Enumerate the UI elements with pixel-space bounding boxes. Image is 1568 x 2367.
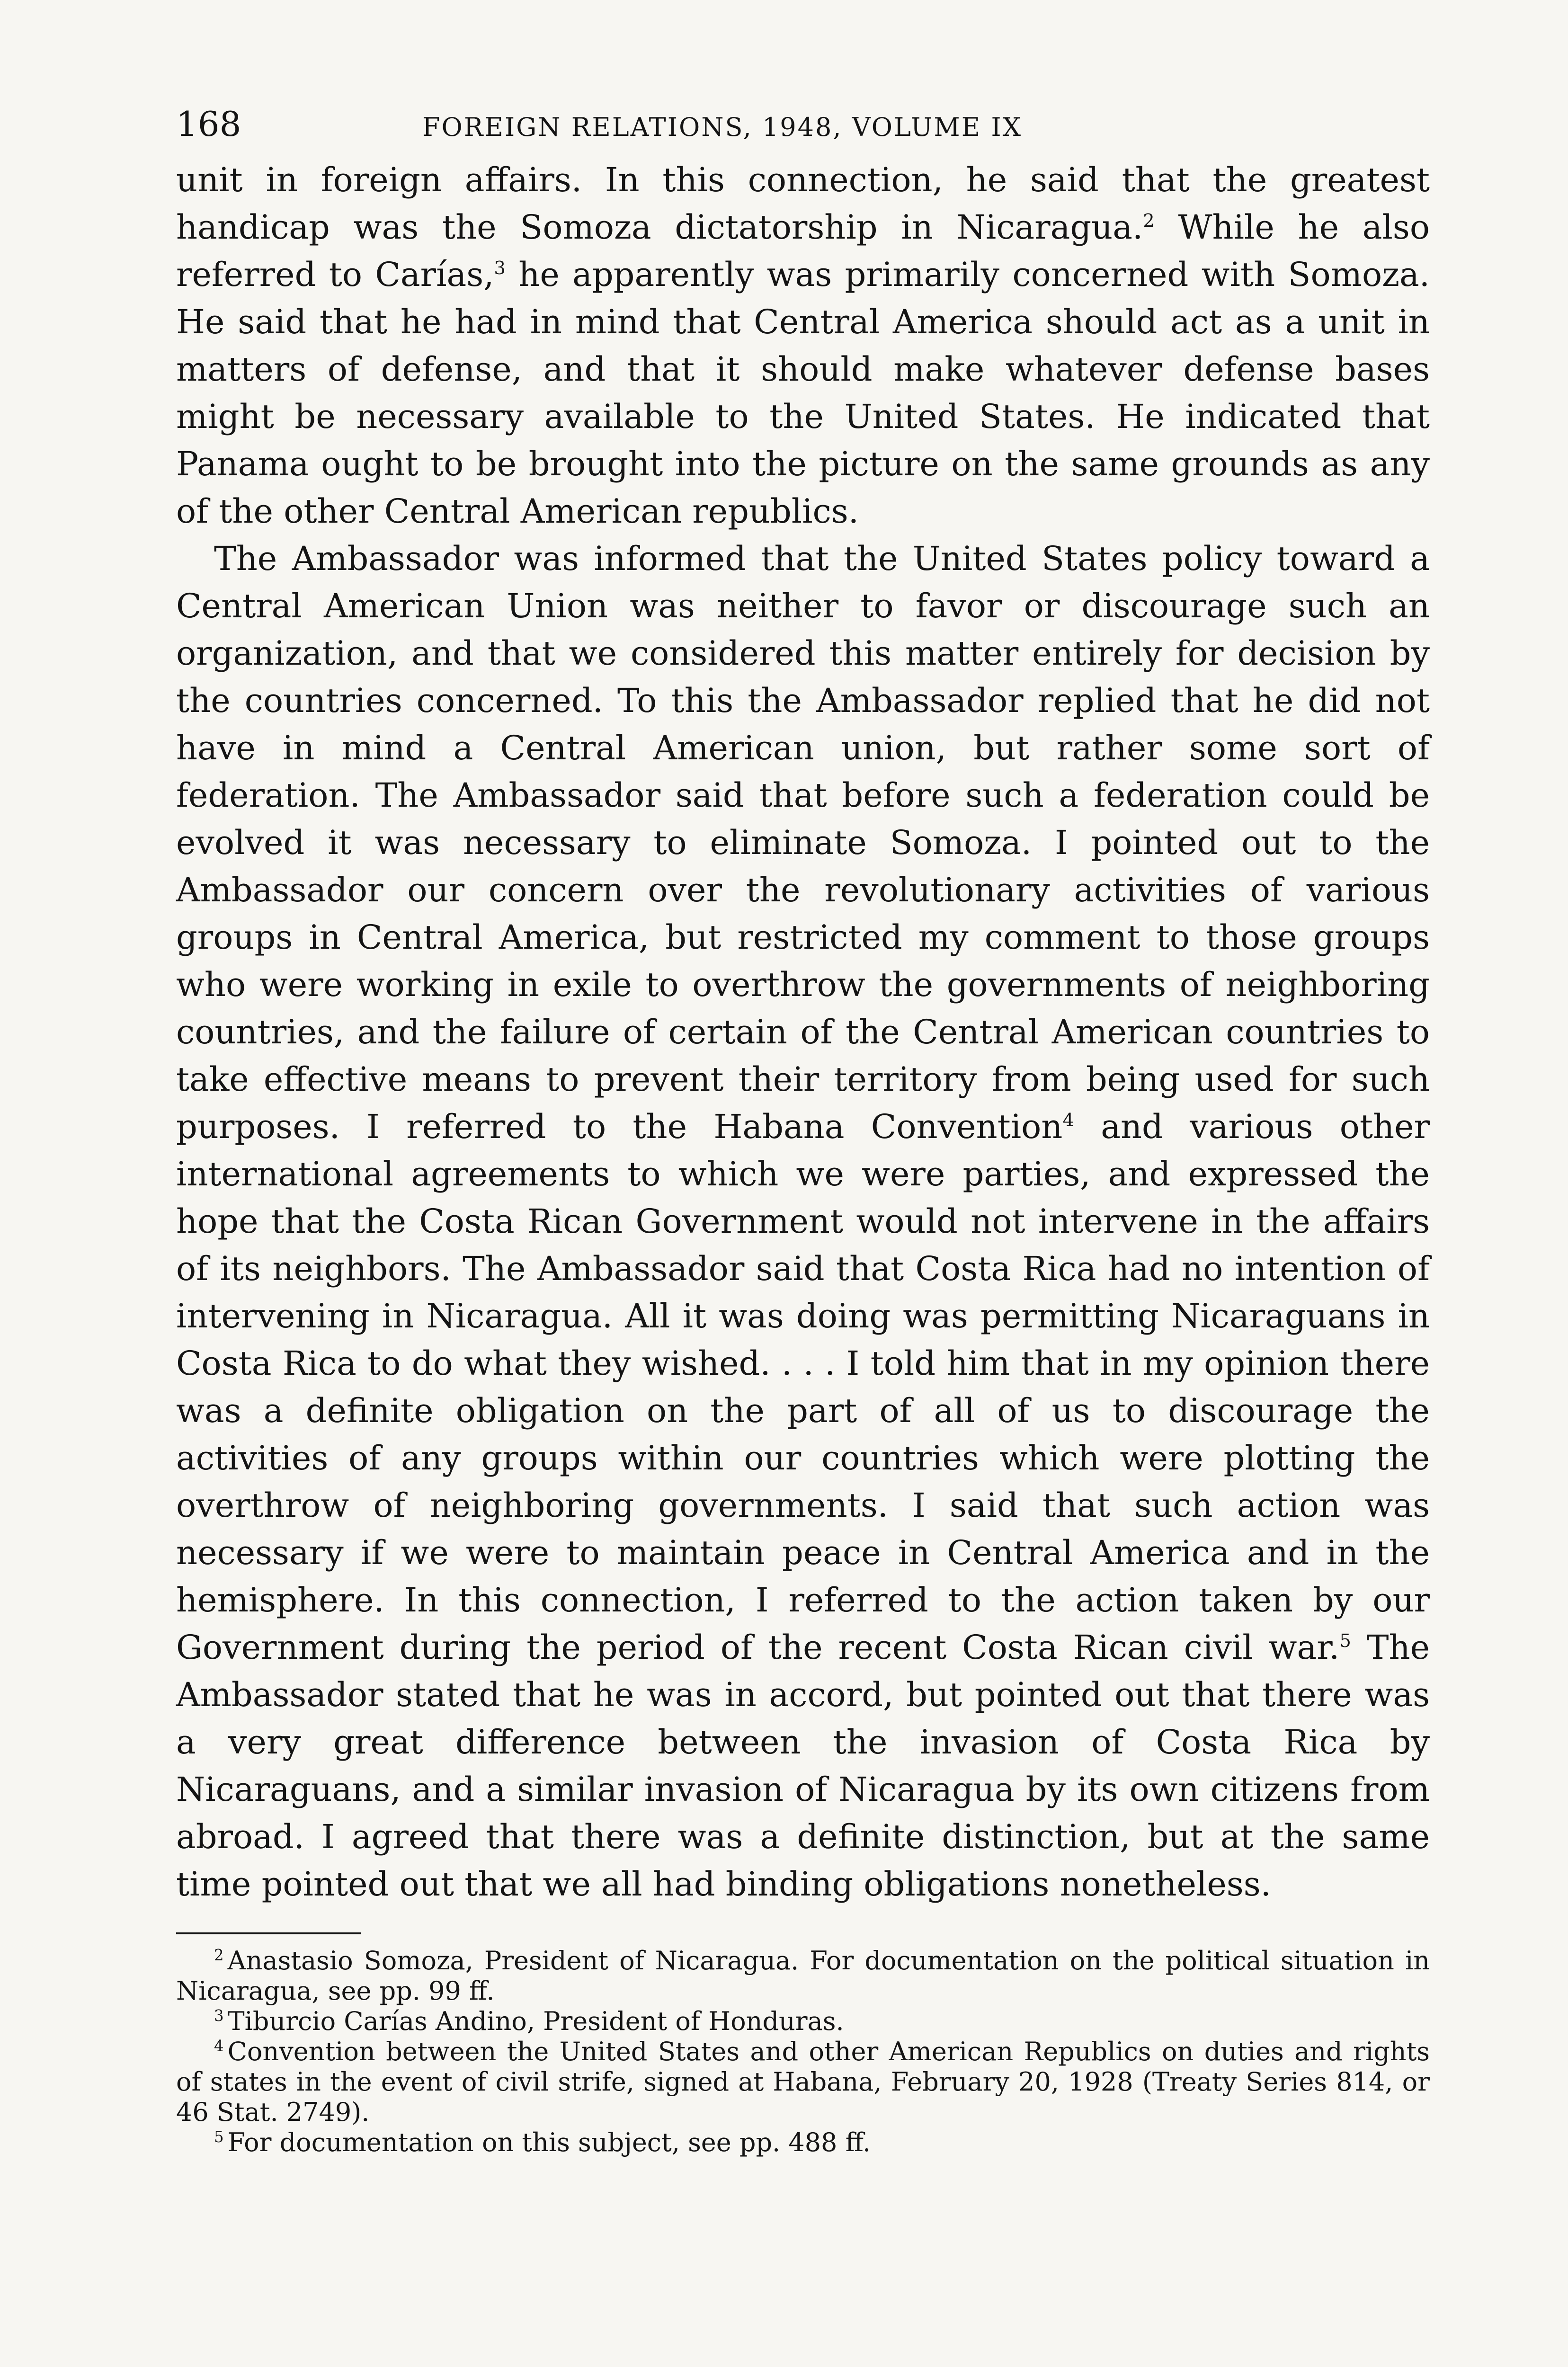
footnote-mark: 4 — [214, 2037, 224, 2055]
page-header — [176, 104, 1430, 156]
paragraph-1 — [176, 156, 1430, 535]
footnote-text: Tiburcio Carías Andino, President of Honduras. — [227, 2006, 844, 2036]
footnote-ref-3: 3 — [494, 257, 506, 279]
footnote-text: Anastasio Somoza, President of Nicaragua. For documentation on the political situation in Nicaragua, see pp. 99 ff. — [176, 1946, 1430, 2006]
paragraph-2-text-c: The Ambassador stated that he was in accord, but pointed out that there was a very great difference between the invasion of Costa Rica by Nicaraguans, and a similar invasion of Nicaragua by its own citizens from abroad. I agreed that there was a definite distinction, but at the same time pointed out that we all had binding obligations nonetheless. — [176, 1628, 1430, 1904]
paragraph-1-text-c: he apparently was primarily concerned with Somoza. He said that he had in mind that Central America should act as a unit in matters of defense, and that it should make whatever defense bases might be necessary available to the United States. He indicated that Panama ought to be brought into the picture on the same grounds as any of the other Central American republics. — [176, 255, 1430, 531]
footnote-5 — [176, 2127, 1430, 2158]
footnote-3 — [176, 2006, 1430, 2037]
footnotes — [176, 1946, 1430, 2158]
footnote-mark: 3 — [214, 2006, 224, 2025]
running-head: FOREIGN RELATIONS, 1948, VOLUME IX — [422, 112, 1023, 142]
page-number: 168 — [176, 104, 241, 144]
paragraph-1-text-b: While he also referred to Carías, — [176, 208, 1430, 294]
paragraph-1-text-a: unit in foreign affairs. In this connection, he said that the greatest handicap was the Somoza dictatorship in Nicaragua. — [176, 160, 1430, 247]
paragraph-2 — [176, 535, 1430, 1908]
footnote-text: Convention between the United States and other American Republics on duties and rights of states in the event of civil strife, signed at Habana, February 20, 1928 (Treaty Series 814, or 46 Stat. 2749). — [176, 2037, 1430, 2127]
footnote-mark: 2 — [214, 1946, 224, 1964]
footnote-ref-2: 2 — [1143, 210, 1155, 231]
paragraph-2-text-b: and various other international agreements to which we were parties, and expressed the hope that the Costa Rican Government would not intervene in the affairs of its neighbors. The Ambassador said that Costa Rica had no intention of intervening in Nicaragua. All it was doing was permitting Nicaraguans in Costa Rica to do what they wished. . . . I told him that in my opinion there was a definite obligation on the part of all of us to discourage the activities of any groups within our countries which were plotting the overthrow of neighboring governments. I said that such action was necessary if we were to maintain peace in Central America and in the hemisphere. In this connection, I referred to the action taken by our Government during the period of the recent Costa Rican civil war. — [176, 1107, 1430, 1667]
footnote-2 — [176, 1946, 1430, 2006]
footnote-ref-5: 5 — [1339, 1630, 1351, 1652]
document-page — [176, 104, 1430, 2158]
footnote-ref-4: 4 — [1062, 1109, 1074, 1131]
footnote-text: For documentation on this subject, see pp. 488 ff. — [227, 2127, 871, 2157]
footnote-mark: 5 — [214, 2127, 224, 2146]
footnote-divider — [176, 1932, 361, 1934]
body-text — [176, 156, 1430, 1908]
footnote-4 — [176, 2037, 1430, 2127]
paragraph-2-text-a: The Ambassador was informed that the United States policy toward a Central American Union was neither to favor or discourage such an organization, and that we considered this matter entirely for decision by the countries concerned. To this the Ambassador replied that he did not have in mind a Central American union, but rather some sort of federation. The Ambassador said that before such a federation could be evolved it was necessary to eliminate Somoza. I pointed out to the Ambassador our concern over the revolutionary activities of various groups in Central America, but restricted my comment to those groups who were working in exile to overthrow the governments of neighboring countries, and the failure of certain of the Central American countries to take effective means to prevent their territory from being used for such purposes. I referred to the Habana Convention — [176, 539, 1430, 1146]
